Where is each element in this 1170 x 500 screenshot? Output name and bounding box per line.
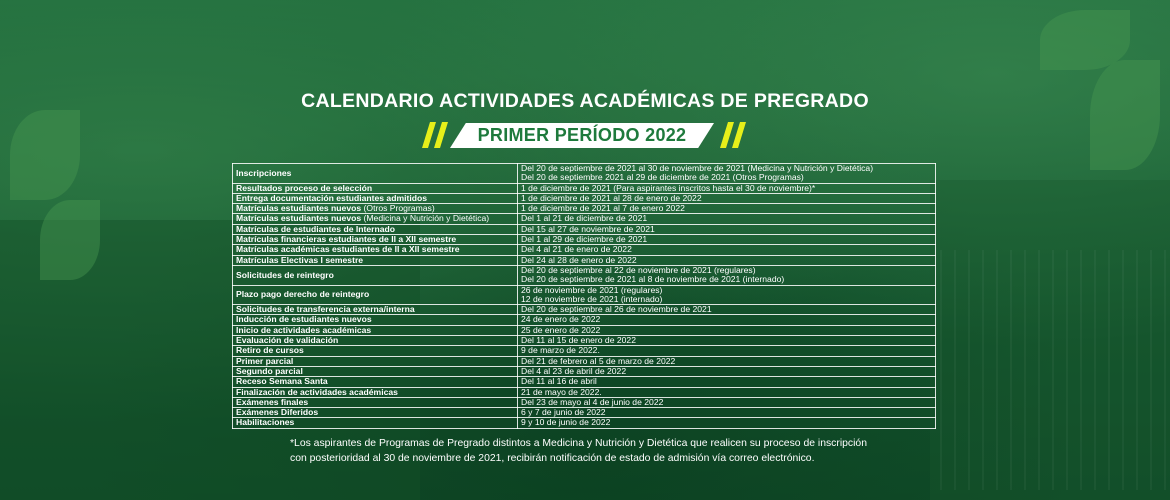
activity-label: Matrículas Electivas I semestre	[236, 255, 364, 265]
date-line: 6 y 7 de junio de 2022	[521, 407, 606, 418]
date-cell	[518, 418, 936, 428]
activity-cell	[233, 265, 518, 285]
activity-note: (Medicina y Nutrición y Dietética)	[363, 213, 490, 224]
footnote-line-1: *Los aspirantes de Programas de Pregrado distintos a Medicina y Nutrición y Dietética que realicen su proceso de inscripción	[290, 438, 867, 449]
date-line: 21 de mayo de 2022.	[521, 387, 602, 397]
slash-decoration-icon	[720, 122, 748, 148]
date-line: Del 24 al 28 de enero de 2022	[521, 255, 637, 265]
footnote-line-2: con posterioridad al 30 de noviembre de 2021, recibirán notificación de estado de admisión vía correo electrónico.	[290, 452, 815, 464]
table-row	[233, 285, 936, 305]
table-row	[233, 255, 936, 265]
activity-label: Matrículas estudiantes nuevos	[236, 203, 362, 214]
date-line: Del 20 de septiembre al 22 de noviembre de 2021 (regulares)	[521, 265, 756, 275]
table-row	[233, 408, 936, 418]
date-line: Del 21 de febrero al 5 de marzo de 2022	[521, 356, 676, 366]
subtitle-banner	[422, 120, 748, 150]
activity-label: Solicitudes de transferencia externa/interna	[236, 304, 415, 315]
page-title: CALENDARIO ACTIVIDADES ACADÉMICAS DE PREGRADO	[301, 90, 869, 112]
date-line: 24 de enero de 2022	[521, 314, 601, 325]
table-row	[233, 356, 936, 366]
date-cell	[518, 408, 936, 418]
date-line: 1 de diciembre de 2021 al 28 de enero de 2022	[521, 193, 702, 203]
date-cell	[518, 387, 936, 397]
activity-label: Entrega documentación estudiantes admitidos	[236, 193, 428, 203]
activity-label: Exámenes finales	[236, 397, 309, 407]
activity-label: Matrículas académicas estudiantes de II a XII semestre	[236, 244, 460, 255]
date-cell	[518, 164, 936, 184]
activity-label: Matrículas de estudiantes de Internado	[236, 224, 396, 234]
activity-label: Inscripciones	[236, 167, 292, 178]
date-cell	[518, 356, 936, 366]
page-subtitle: PRIMER PERÍODO 2022	[477, 125, 687, 145]
date-line: 25 de enero de 2022	[521, 325, 601, 335]
date-cell	[518, 235, 936, 245]
date-cell	[518, 366, 936, 376]
activity-label: Exámenes Diferidos	[236, 407, 319, 418]
activity-cell	[233, 315, 518, 325]
table-row	[233, 346, 936, 356]
activity-cell	[233, 377, 518, 387]
activity-label: Primer parcial	[236, 356, 294, 366]
table-row	[233, 325, 936, 335]
activity-cell	[233, 164, 518, 184]
table-row	[233, 336, 936, 346]
date-cell	[518, 315, 936, 325]
table-row	[233, 397, 936, 407]
activity-label: Plazo pago derecho de reintegro	[236, 289, 370, 300]
calendar-table	[232, 163, 936, 429]
date-line: Del 1 al 21 de diciembre de 2021	[521, 213, 648, 224]
table-row	[233, 377, 936, 387]
activity-cell	[233, 235, 518, 245]
activity-cell	[233, 366, 518, 376]
date-cell	[518, 204, 936, 214]
date-cell	[518, 214, 936, 224]
date-line: Del 11 al 16 de abril	[521, 376, 597, 387]
date-cell	[518, 305, 936, 315]
activity-cell	[233, 387, 518, 397]
date-line: Del 4 al 23 de abril de 2022	[521, 366, 627, 376]
activity-label: Inicio de actividades académicas	[236, 325, 372, 335]
date-line: 1 de diciembre de 2021 al 7 de enero 2022	[521, 203, 685, 214]
activity-cell	[233, 356, 518, 366]
activity-label: Finalización de actividades académicas	[236, 387, 398, 397]
date-cell	[518, 193, 936, 203]
activity-cell	[233, 346, 518, 356]
activity-label: Inducción de estudiantes nuevos	[236, 314, 372, 325]
activity-cell	[233, 193, 518, 203]
activity-cell	[233, 305, 518, 315]
activity-cell	[233, 336, 518, 346]
date-cell	[518, 285, 936, 305]
date-line: 9 de marzo de 2022.	[521, 345, 600, 356]
date-line: 12 de noviembre de 2021 (internado)	[521, 293, 663, 304]
table-row	[233, 235, 936, 245]
slash-decoration-icon	[422, 122, 450, 148]
footnote	[290, 437, 910, 466]
table-row	[233, 183, 936, 193]
date-line: Del 20 de septiembre 2021 al 29 de diciembre de 2021 (Otros Programas)	[521, 172, 804, 183]
table-row	[233, 418, 936, 428]
activity-label: Receso Semana Santa	[236, 376, 328, 387]
activity-cell	[233, 285, 518, 305]
date-cell	[518, 325, 936, 335]
date-cell	[518, 265, 936, 285]
date-line: 1 de diciembre de 2021 (Para aspirantes inscritos hasta el 30 de noviembre)*	[521, 183, 816, 193]
date-line: 9 y 10 de junio de 2022	[521, 417, 611, 428]
date-line: Del 1 al 29 de diciembre de 2021	[521, 234, 648, 245]
background-leaf	[1090, 60, 1160, 170]
activity-label: Matrículas estudiantes nuevos	[236, 213, 362, 224]
date-line: Del 11 al 15 de enero de 2022	[521, 335, 636, 346]
date-line: Del 20 de septiembre de 2021 al 8 de noviembre de 2021 (internado)	[521, 274, 785, 285]
table-row	[233, 204, 936, 214]
background-leaf	[40, 200, 100, 280]
table-row	[233, 305, 936, 315]
activity-cell	[233, 204, 518, 214]
activity-cell	[233, 183, 518, 193]
date-cell	[518, 255, 936, 265]
date-cell	[518, 346, 936, 356]
table-row	[233, 315, 936, 325]
calendar-table-body	[233, 164, 936, 429]
activity-cell	[233, 408, 518, 418]
background-pillar	[930, 180, 1170, 500]
date-line: Del 23 de mayo al 4 de junio de 2022	[521, 397, 664, 407]
table-row	[233, 193, 936, 203]
activity-label: Matrículas financieras estudiantes de II a XII semestre	[236, 234, 457, 245]
date-cell	[518, 377, 936, 387]
table-row	[233, 366, 936, 376]
date-line: Del 20 de septiembre al 26 de noviembre de 2021	[521, 304, 712, 315]
activity-cell	[233, 397, 518, 407]
table-row	[233, 224, 936, 234]
activity-label: Solicitudes de reintegro	[236, 269, 334, 280]
date-cell	[518, 397, 936, 407]
activity-cell	[233, 418, 518, 428]
date-cell	[518, 245, 936, 255]
date-line: Del 4 al 21 de enero de 2022	[521, 244, 632, 255]
activity-cell	[233, 224, 518, 234]
activity-note: (Otros Programas)	[363, 203, 435, 214]
date-line: Del 20 de septiembre de 2021 al 30 de noviembre de 2021 (Medicina y Nutrición y Dietética)	[521, 163, 874, 173]
activity-label: Resultados proceso de selección	[236, 183, 373, 193]
activity-cell	[233, 325, 518, 335]
table-row	[233, 214, 936, 224]
table-row	[233, 245, 936, 255]
activity-cell	[233, 245, 518, 255]
date-cell	[518, 224, 936, 234]
activity-cell	[233, 214, 518, 224]
activity-label: Habilitaciones	[236, 417, 295, 428]
activity-cell	[233, 255, 518, 265]
activity-label: Evaluación de validación	[236, 335, 339, 346]
background-leaf	[10, 110, 80, 200]
table-row	[233, 265, 936, 285]
date-cell	[518, 183, 936, 193]
date-cell	[518, 336, 936, 346]
table-row	[233, 387, 936, 397]
activity-label: Segundo parcial	[236, 366, 303, 376]
table-row	[233, 164, 936, 184]
date-line: 26 de noviembre de 2021 (regulares)	[521, 285, 663, 295]
date-line: Del 15 al 27 de noviembre de 2021	[521, 224, 655, 234]
activity-label: Retiro de cursos	[236, 345, 304, 356]
